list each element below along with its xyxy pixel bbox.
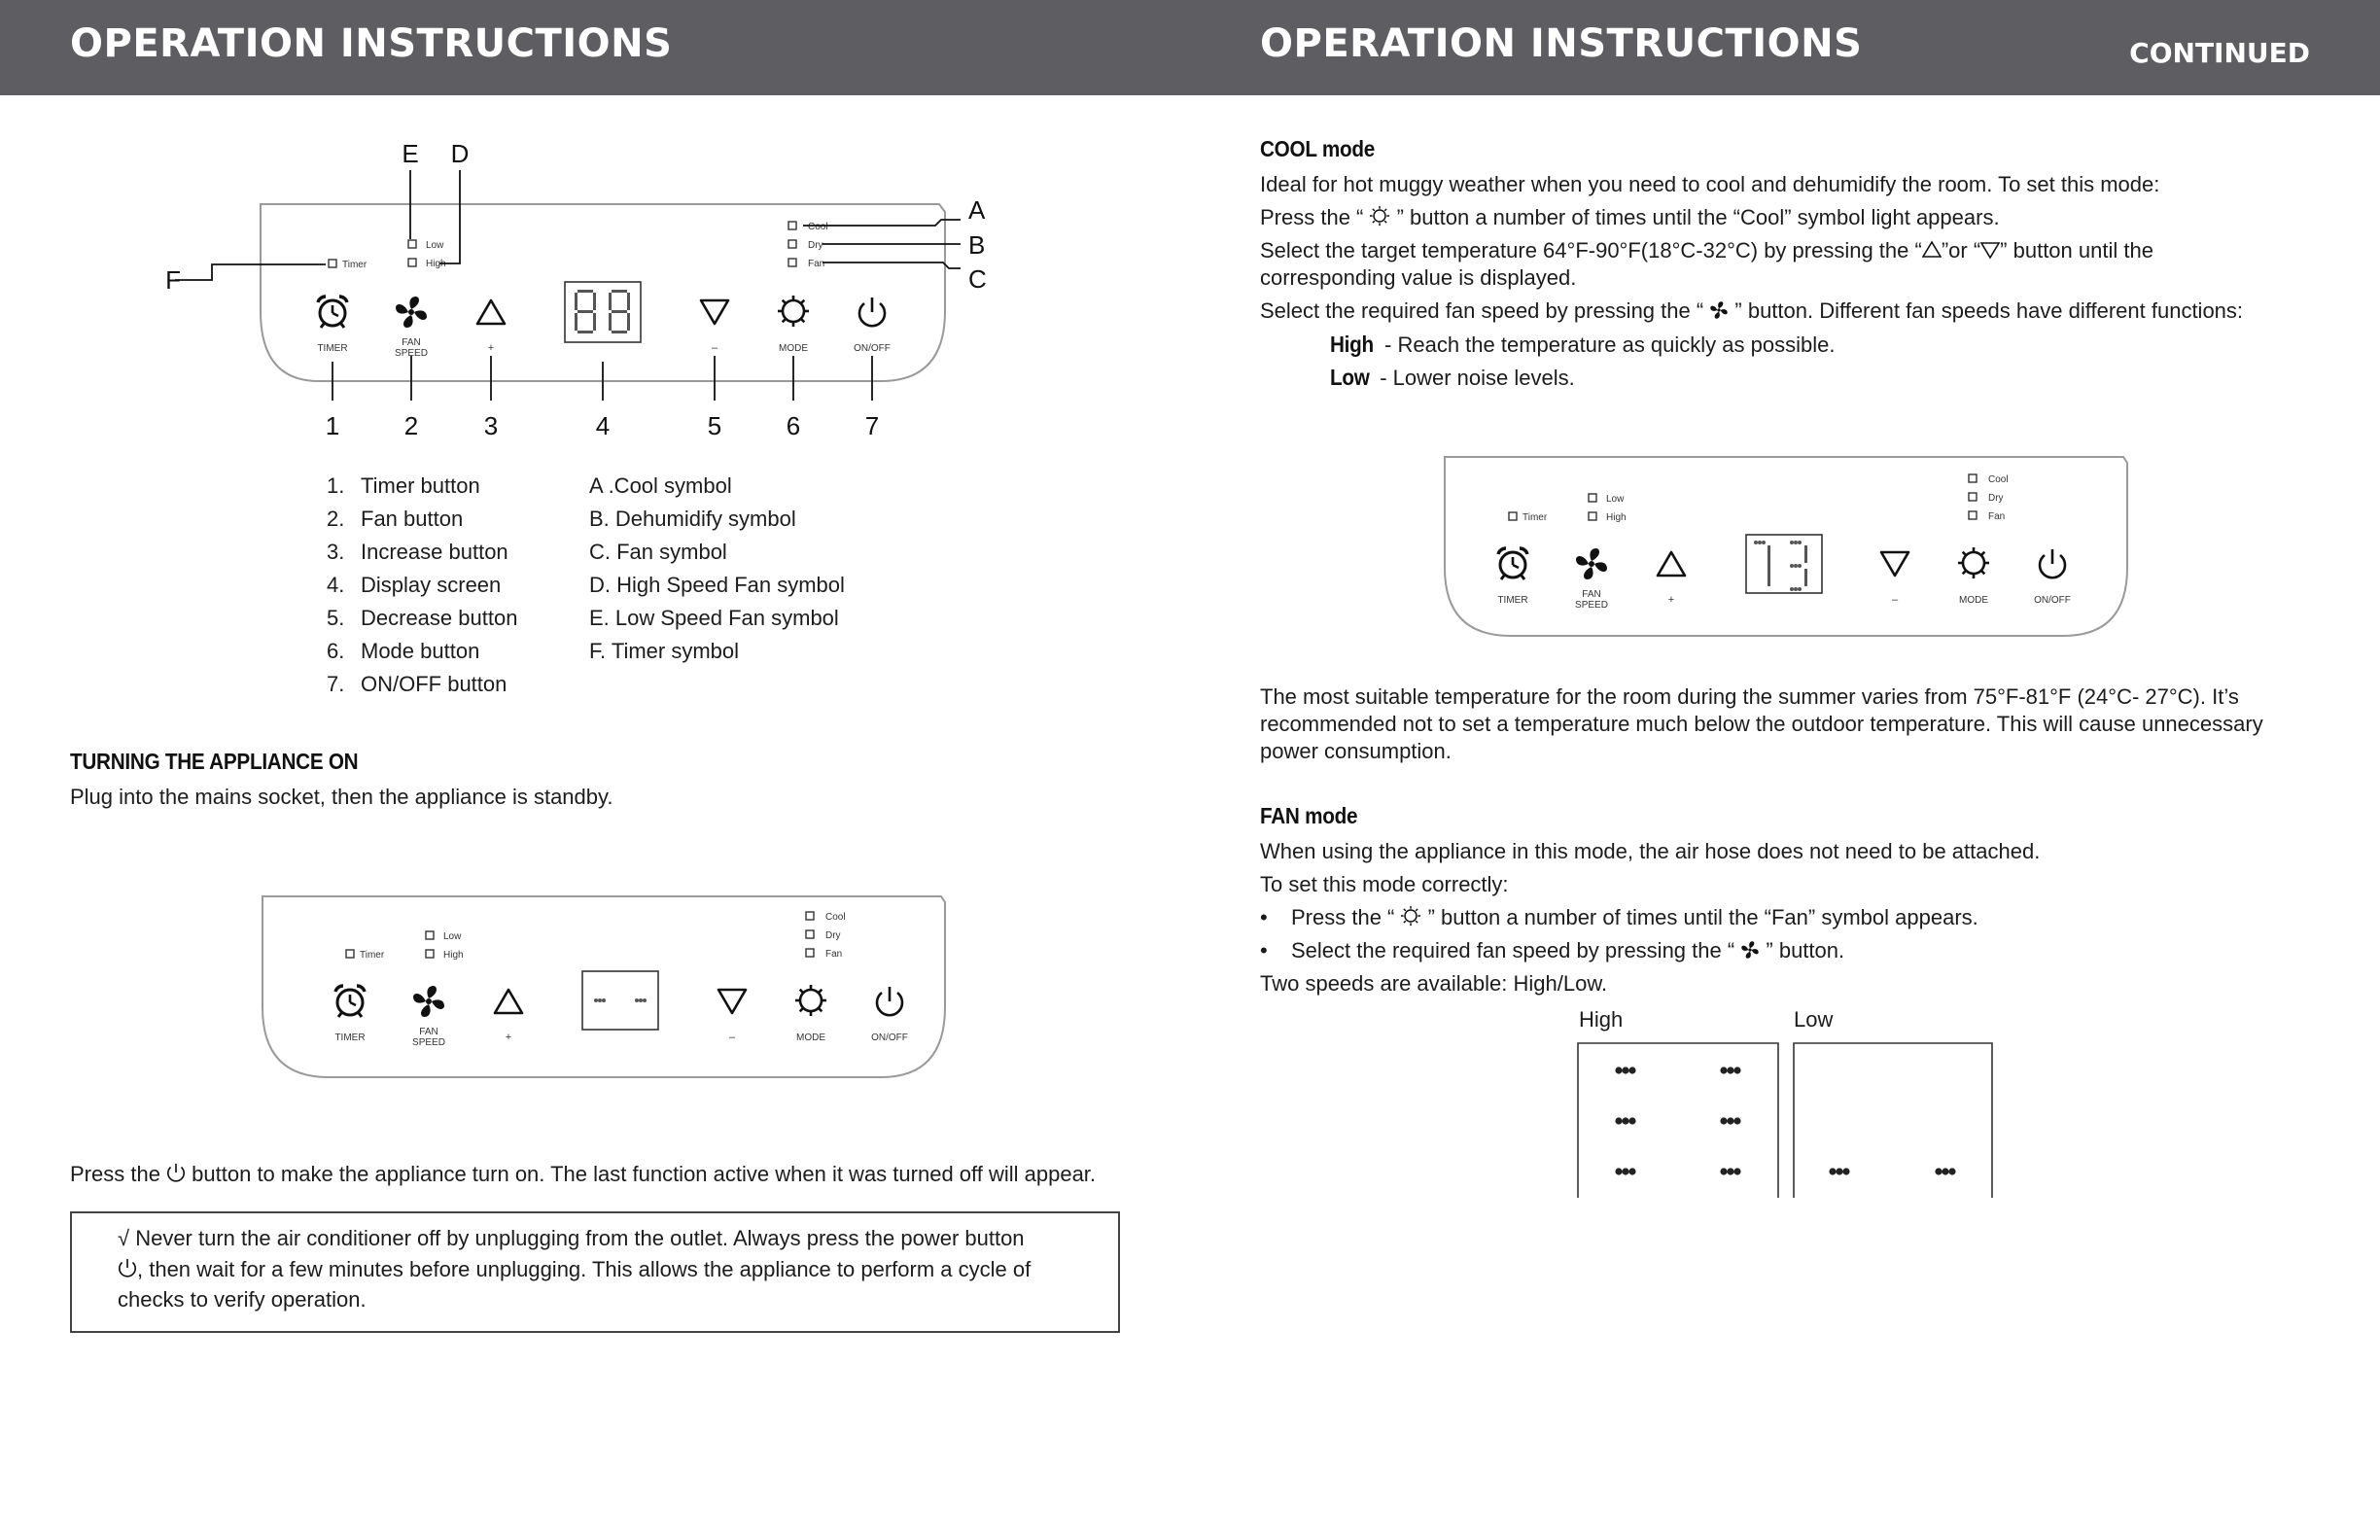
timer-clock-icon <box>318 297 347 328</box>
label-1: 1 <box>325 411 340 440</box>
fan-bullet-2-text: Select the required fan speed by pressing the “ ” button. <box>1291 938 1845 962</box>
mode-sun-icon <box>1369 205 1390 227</box>
label-c: C <box>968 264 987 294</box>
label-5: 5 <box>707 411 722 440</box>
fan-indicator-label: Fan <box>808 259 825 269</box>
fan-speed-icon <box>1709 300 1729 320</box>
label-6: 6 <box>786 411 801 440</box>
minus-label: – <box>711 342 718 354</box>
display-screen <box>565 282 641 342</box>
timer-indicator-box <box>329 260 336 267</box>
fan-speed-displays <box>1575 1040 1997 1200</box>
svg-text:TIMER: TIMER <box>334 1032 366 1043</box>
cool-mode-heading: COOL mode <box>1260 136 1375 161</box>
svg-text:Cool: Cool <box>1988 474 2009 485</box>
fan-bullet-1-text: Press the “ ” button a number of times until the “Fan” symbol appears. <box>1291 905 1978 929</box>
fan-speed-icon <box>396 297 427 328</box>
label-b: B <box>968 230 986 260</box>
fan-bullet-1: • <box>1260 905 1268 929</box>
leader-f <box>175 264 326 280</box>
standby-panel-diagram <box>259 892 949 1083</box>
cool-high-label: High <box>1330 332 1374 357</box>
fan-line2: To set this mode correctly: <box>1260 872 1509 896</box>
svg-text:FAN: FAN <box>419 1027 438 1037</box>
control-panel-labeled-diagram <box>165 136 1040 447</box>
label-f: F <box>165 265 181 295</box>
standby-clock-icon <box>335 986 365 1017</box>
svg-text:FAN: FAN <box>1582 589 1601 600</box>
standby-up-icon <box>495 990 522 1013</box>
seven-segment-digits <box>575 290 630 333</box>
plus-label: + <box>487 342 495 354</box>
svg-text:Timer: Timer <box>1522 512 1548 523</box>
standby-down-icon <box>718 990 746 1013</box>
legend-text-2: Fan button <box>361 507 464 531</box>
standby-fan-label: Fan <box>825 949 843 960</box>
cool-line3-cont: corresponding value is displayed. <box>1260 265 1577 290</box>
svg-text:High: High <box>1606 512 1627 523</box>
svg-text:ON/OFF: ON/OFF <box>871 1032 908 1043</box>
cool-low-line: Low - Lower noise levels. <box>1330 365 1575 390</box>
note-line2: , then wait for a few minutes before unplugging. This allows the appliance to perform a cycle of <box>118 1256 1031 1283</box>
svg-text:+: + <box>1667 594 1675 606</box>
svg-text:TIMER: TIMER <box>1497 595 1528 606</box>
svg-text:SPEED: SPEED <box>1575 600 1608 611</box>
legend-letter-d: D. High Speed Fan symbol <box>589 573 845 597</box>
legend-text-7: ON/OFF button <box>361 672 508 696</box>
fan-high-label: High <box>1579 1007 1624 1032</box>
turning-on-line1: Plug into the mains socket, then the appliance is standby. <box>70 785 613 809</box>
dry-indicator-label: Dry <box>808 240 823 251</box>
svg-text:MODE: MODE <box>1959 595 1988 606</box>
high-indicator-box <box>408 259 416 266</box>
svg-text:+: + <box>505 1032 512 1043</box>
svg-text:MODE: MODE <box>796 1032 825 1043</box>
cool-indicator-box <box>788 222 796 229</box>
legend-num-1: 1. <box>327 473 345 498</box>
cool-line2: Press the “ ” button a number of times until the “Cool” symbol light appears. <box>1260 205 2000 229</box>
leader-c <box>822 262 961 268</box>
fan-speed-icon <box>1740 940 1760 960</box>
standby-display-screen <box>582 971 658 1030</box>
standby-dry-label: Dry <box>825 930 841 941</box>
press-power-text-b: button to make the appliance turn on. The last function active when it was turned off will appear. <box>186 1162 1097 1186</box>
legend-num-2: 2. <box>327 507 345 531</box>
cool-mode-panel-diagram <box>1441 453 2131 642</box>
legend-letter-f: F. Timer symbol <box>589 639 740 663</box>
power-icon <box>859 298 885 326</box>
panel-outline <box>261 204 945 381</box>
label-2: 2 <box>403 411 419 440</box>
standby-power-icon <box>877 987 902 1015</box>
legend-text-6: Mode button <box>361 639 480 663</box>
label-e: E <box>402 139 419 168</box>
cool-line4: Select the required fan speed by pressing the “ ” button. Different fan speeds have different functions: <box>1260 298 2244 323</box>
fan-mode-heading: FAN mode <box>1260 803 1358 828</box>
right-page-title: OPERATION INSTRUCTIONS <box>1260 21 1863 66</box>
low-display-frame <box>1794 1043 1992 1198</box>
legend-num-6: 6. <box>327 639 345 663</box>
fan-low-label: Low <box>1794 1007 1834 1032</box>
dry-indicator-box <box>788 240 796 248</box>
cool-indicator-label: Cool <box>808 222 828 232</box>
cool-high-line: High - Reach the temperature as quickly as possible. <box>1330 332 1836 357</box>
mode-sun-icon <box>778 296 809 327</box>
legend-num-4: 4. <box>327 573 345 597</box>
svg-text:–: – <box>728 1032 736 1043</box>
left-page-title: OPERATION INSTRUCTIONS <box>70 21 673 66</box>
svg-text:Dry: Dry <box>1988 493 2004 504</box>
fan-line3: Two speeds are available: High/Low. <box>1260 971 1608 996</box>
fan-indicator-box <box>788 259 796 266</box>
fan-line1: When using the appliance in this mode, the air hose does not need to be attached. <box>1260 839 2041 863</box>
increase-triangle-icon <box>477 300 505 324</box>
svg-text:Fan: Fan <box>1988 511 2006 522</box>
high-display-frame <box>1578 1043 1778 1198</box>
press-power-text-a: Press the <box>70 1162 167 1186</box>
press-power-line <box>70 1161 1096 1188</box>
continued-label: CONTINUED <box>2129 37 2310 69</box>
high-indicator-label: High <box>426 259 446 269</box>
svg-text:SPEED: SPEED <box>412 1037 445 1048</box>
legend-letter-b: B. Dehumidify symbol <box>589 507 796 531</box>
power-icon <box>166 1162 186 1183</box>
temp-note-line1: The most suitable temperature for the room during the summer varies from 75°F-81°F (24°C- 27°C). It’s <box>1260 684 2239 709</box>
standby-low-label: Low <box>443 931 462 942</box>
standby-fan-icon <box>413 986 444 1017</box>
svg-text:Low: Low <box>1606 494 1625 505</box>
cool-line1: Ideal for hot muggy weather when you need to cool and dehumidify the room. To set this mode: <box>1260 172 2160 196</box>
label-a: A <box>968 195 986 225</box>
standby-mode-icon <box>795 985 826 1016</box>
label-3: 3 <box>483 411 499 440</box>
legend-letter-e: E. Low Speed Fan symbol <box>589 606 839 630</box>
cool-line3: Select the target temperature 64°F-90°F(18°C-32°C) by pressing the “ ”or “ ” button until the <box>1260 238 2153 262</box>
label-d: D <box>450 139 470 168</box>
legend-text-3: Increase button <box>361 540 508 564</box>
low-indicator-box <box>408 240 416 248</box>
onoff-button-label: ON/OFF <box>854 343 891 354</box>
standby-cool-label: Cool <box>825 912 846 923</box>
svg-text:–: – <box>1891 594 1899 606</box>
fan-speed-label-line1: FAN <box>402 337 421 348</box>
temp-note-line3: power consumption. <box>1260 739 1452 763</box>
legend-letter-c: C. Fan symbol <box>589 540 727 564</box>
note-line3: checks to verify operation. <box>118 1287 367 1312</box>
legend-letter-a: A .Cool symbol <box>589 473 732 498</box>
up-triangle-icon <box>1922 240 1942 260</box>
label-7: 7 <box>864 411 880 440</box>
fan-bullet-2: • <box>1260 938 1268 962</box>
note-line1: √ Never turn the air conditioner off by unplugging from the outlet. Always press the power button <box>118 1226 1025 1250</box>
legend-text-1: Timer button <box>361 473 480 498</box>
legend-text-5: Decrease button <box>361 606 518 630</box>
temp-note-line2: recommended not to set a temperature much below the outdoor temperature. This will cause unnecessary <box>1260 712 2263 736</box>
svg-text:ON/OFF: ON/OFF <box>2034 595 2071 606</box>
label-4: 4 <box>595 411 611 440</box>
timer-button-label: TIMER <box>317 343 348 354</box>
down-triangle-icon <box>1980 240 2000 260</box>
standby-timer-label: Timer <box>360 950 385 961</box>
legend-num-3: 3. <box>327 540 345 564</box>
mode-button-label: MODE <box>779 343 808 354</box>
legend-text-4: Display screen <box>361 573 502 597</box>
fan-speed-label-line2: SPEED <box>395 348 428 359</box>
timer-indicator-label: Timer <box>342 260 368 270</box>
cool-low-label: Low <box>1330 365 1370 390</box>
legend-num-7: 7. <box>327 672 345 696</box>
standby-high-label: High <box>443 950 464 961</box>
low-indicator-label: Low <box>426 240 444 251</box>
legend-num-5: 5. <box>327 606 345 630</box>
power-icon <box>118 1257 137 1278</box>
check-mark: √ <box>118 1226 130 1250</box>
turning-on-heading: TURNING THE APPLIANCE ON <box>70 749 359 774</box>
decrease-triangle-icon <box>701 300 728 324</box>
mode-sun-icon <box>1400 905 1421 927</box>
